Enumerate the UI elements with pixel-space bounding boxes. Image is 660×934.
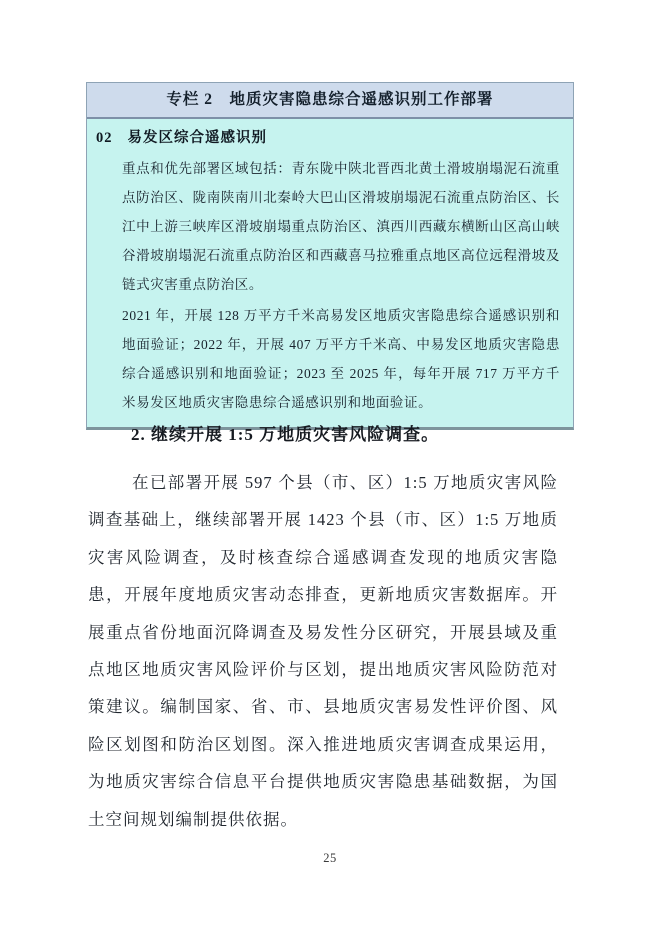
panel-paragraph-schedule: 2021 年，开展 128 万平方千米高易发区地质灾害隐患综合遥感识别和地面验证；2022 年，开展 407 万平方千米高、中易发区地质灾害隐患综合遥感识别和地面验证；2023 至 2025 年，每年开展 717 万平方千米易发区地质灾害隐患综合遥感识别和地面验证。 xyxy=(122,308,560,410)
panel-section-heading xyxy=(96,125,560,152)
panel-title: 专栏 2 地质灾害隐患综合遥感识别工作部署 xyxy=(87,83,573,119)
section-title: 易发区综合遥感识别 xyxy=(127,130,267,146)
highlight-panel xyxy=(86,82,574,430)
panel-paragraph-regions: 重点和优先部署区域包括：青东陇中陕北晋西北黄土滑坡崩塌泥石流重点防治区、陇南陕南川北秦岭大巴山区滑坡崩塌泥石流重点防治区、长江中上游三峡库区滑坡崩塌重点防治区、滇西川西藏东横断山区高山峡谷滑坡崩塌泥石流重点防治区和西藏喜马拉雅重点地区高位远程滑坡及链式灾害重点防治区。 xyxy=(122,161,560,292)
main-text-block xyxy=(88,420,558,838)
section-number: 02 xyxy=(96,130,113,146)
page-number: 25 xyxy=(323,851,337,865)
body-paragraph: 在已部署开展 597 个县（市、区）1:5 万地质灾害风险调查基础上，继续部署开展 1423 个县（市、区）1:5 万地质灾害风险调查，及时核查综合遥感调查发现的地质灾害隐患，开展年度地质灾害动态排查，更新地质灾害数据库。开展重点省份地面沉降调查及易发性分区研究，开展县域及重点地区地质灾害风险评价与区划，提出地质灾害风险防范对策建议。编制国家、省、市、县地质灾害易发性评价图、风险区划图和防治区划图。深入推进地质灾害调查成果运用，为地质灾害综合信息平台提供地质灾害隐患基础数据，为国土空间规划编制提供依据。 xyxy=(88,473,558,829)
numbered-section-heading: 2. 继续开展 1:5 万地质灾害风险调查。 xyxy=(131,425,440,444)
panel-body xyxy=(87,119,573,427)
